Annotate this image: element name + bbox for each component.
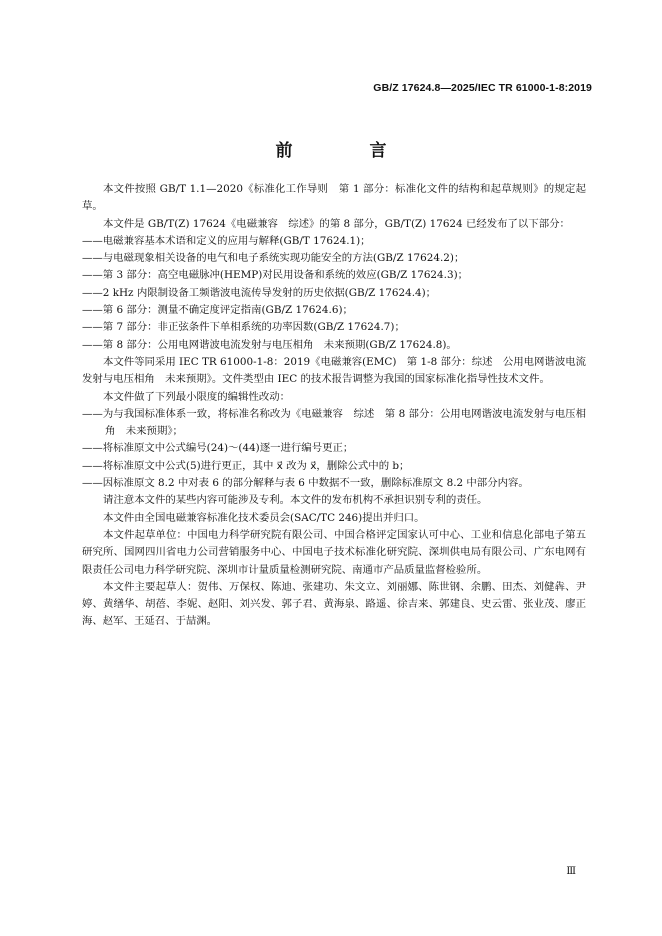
- drafting-units-paragraph: 本文件起草单位：中国电力科学研究院有限公司、中国合格评定国家认可中心、工业和信息化部电子第五研究所、国网四川省电力公司营销服务中心、中国电子技术标准化研究院、深圳供电局有限公司、广东电网有限责任公司电力科学研究院、深圳市计量质量检测研究院、南通市产品质量监督检验所。: [82, 528, 586, 576]
- part-list-item: ——第 8 部分：公用电网谐波电流发射与电压相角 未来预期(GB/Z 17624.8)。: [82, 338, 457, 351]
- part-list-item: ——第 6 部分：测量不确定度评定指南(GB/Z 17624.6)；: [82, 304, 353, 317]
- change-list-item: ——为与我国标准体系一致，将标准名称改为《电磁兼容 综述 第 8 部分：公用电网谐波电流发射与电压相角 未来预期》；: [82, 407, 586, 438]
- part-list-item: ——2 kHz 内限制设备工频谐波电流传导发射的历史依据(GB/Z 17624.4)；: [82, 286, 437, 299]
- patent-note: 请注意本文件的某些内容可能涉及专利。本文件的发布机构不承担识别专利的责任。: [103, 494, 488, 507]
- intro-paragraph-1: 本文件按照 GB/T 1.1—2020《标准化工作导则 第 1 部分：标准化文件的结构和起草规则》的规定起草。: [82, 183, 586, 213]
- part-list-item: ——第 7 部分：非正弦条件下单相系统的功率因数(GB/Z 17624.7)；: [82, 321, 405, 334]
- part-list-item: ——第 3 部分：高空电磁脉冲(HEMP)对民用设备和系统的效应(GB/Z 17624.3)；: [82, 269, 469, 282]
- page-title: 前 言: [275, 141, 417, 161]
- standard-code-header: GB/Z 17624.8—2025/IEC TR 61000-1-8:2019: [373, 82, 592, 94]
- change-list-item: ——将标准原文中公式(5)进行更正，其中 x⃗ 改为 x⃗，删除公式中的 b；: [82, 459, 410, 472]
- changes-intro: 本文件做了下列最小限度的编辑性改动：: [103, 390, 291, 403]
- proposer-paragraph: 本文件由全国电磁兼容标准化技术委员会(SAC/TC 246)提出并归口。: [103, 511, 425, 524]
- change-list-item: ——将标准原文中公式编号(24)～(44)逐一进行编号更正；: [82, 442, 354, 455]
- intro-paragraph-2: 本文件是 GB/T(Z) 17624《电磁兼容 综述》的第 8 部分，GB/T(Z) 17624 已经发布了以下部分：: [103, 217, 570, 230]
- document-body: [82, 181, 586, 631]
- drafters-paragraph: 本文件主要起草人：贺伟、万保权、陈迪、张建功、朱文立、刘丽娜、陈世钢、余鹏、田杰、刘健犇、尹婷、黄缮华、胡蓓、李妮、赵阳、刘兴发、郭子君、黄海泉、路遥、徐吉来、郭建良、史云雷、张业茂、廖正海、赵军、王延召、于喆渊。: [82, 580, 586, 628]
- part-list-item: ——电磁兼容基本术语和定义的应用与解释(GB/T 17624.1)；: [82, 234, 371, 247]
- part-list-item: ——与电磁现象相关设备的电气和电子系统实现功能安全的方法(GB/Z 17624.2)；: [82, 252, 465, 265]
- change-list-item: ——因标准原文 8.2 中对表 6 的部分解释与表 6 中数据不一致，删除标准原文 8.2 中部分内容。: [82, 477, 529, 490]
- page-number: Ⅲ: [566, 866, 576, 877]
- equivalence-paragraph: 本文件等同采用 IEC TR 61000-1-8：2019《电磁兼容(EMC) 第 1-8 部分：综述 公用电网谐波电流发射与电压相角 未来预期》。文件类型由 IEC 的技术报告调整为我国的国家标准化指导性技术文件。: [82, 355, 586, 386]
